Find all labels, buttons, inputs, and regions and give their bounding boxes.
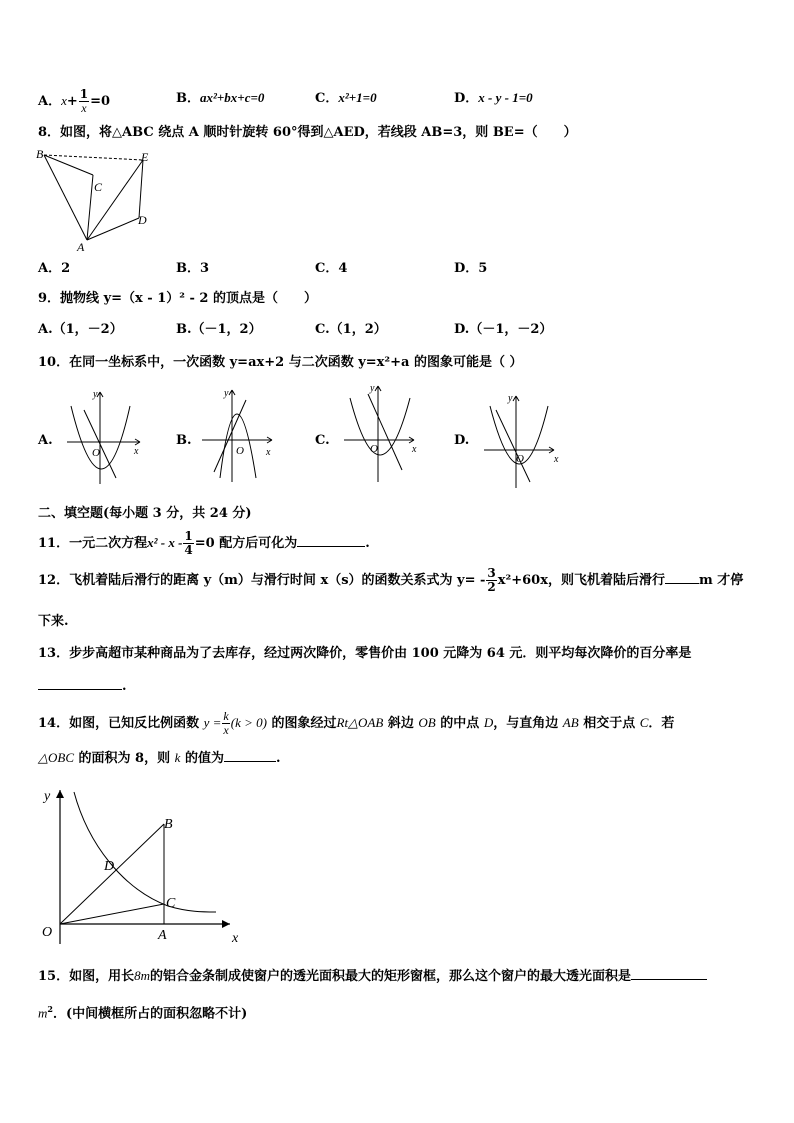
q11-expr: x² - x - bbox=[147, 535, 183, 550]
q7-option-c bbox=[315, 90, 377, 107]
q14-fig-b: B bbox=[164, 817, 173, 832]
q14-mid: 的图象经过 bbox=[271, 716, 337, 731]
q15-line2 bbox=[38, 1001, 247, 1022]
q8-line-ed bbox=[139, 160, 143, 218]
q11-post: =0 配方后可化为 bbox=[194, 536, 298, 551]
q14-fig-a: A bbox=[158, 928, 167, 943]
q10b-origin: O bbox=[236, 445, 244, 457]
q8-line-be bbox=[44, 155, 143, 160]
q15-unit: m bbox=[38, 1005, 48, 1021]
q11-den: 4 bbox=[184, 543, 193, 557]
q10-graph-a bbox=[62, 388, 152, 488]
q15-blank[interactable] bbox=[631, 979, 707, 980]
q7-a-den: x bbox=[81, 101, 87, 115]
q7-a-eq: =0 bbox=[90, 94, 111, 109]
q9-stem-expr: y=（x - 1）² - 2 bbox=[103, 291, 209, 306]
q7-b-label: B． bbox=[176, 91, 200, 106]
q7-c-label: C． bbox=[315, 91, 339, 106]
q11-blank[interactable] bbox=[297, 546, 365, 547]
q11-fraction bbox=[183, 530, 193, 557]
q7-d-expr: x - y - 1=0 bbox=[478, 90, 533, 105]
q13-line2 bbox=[38, 679, 127, 695]
q13-blank[interactable] bbox=[38, 689, 122, 690]
q7-option-a bbox=[38, 88, 110, 115]
q13-end: . bbox=[122, 679, 127, 694]
q14-mid5: 相交于点 bbox=[583, 716, 636, 731]
q14-mid2: 斜边 bbox=[387, 716, 414, 731]
q13-line1: 13．步步高超市某种商品为了去库存，经过两次降价，零售价由 100 元降为 64 元．则平均每次降价的百分率是 bbox=[38, 646, 692, 661]
q12-pre: 12．飞机着陆后滑行的距离 y（m）与滑行时间 x（s）的函数关系式为 y= - bbox=[38, 573, 486, 588]
q11 bbox=[38, 530, 370, 557]
q7-d-label: D． bbox=[454, 91, 479, 106]
q10-stem: 10．在同一坐标系中，一次函数 y=ax+2 与二次函数 y=x²+a 的图象可能是（ ） bbox=[38, 355, 523, 370]
q14-line-oc bbox=[60, 904, 164, 924]
q10c-line bbox=[368, 394, 402, 470]
q14-mid4: ，与直角边 bbox=[493, 716, 559, 731]
q15-note: ．(中间横框所占的面积忽略不计) bbox=[52, 1006, 248, 1022]
q8-line-ca bbox=[87, 175, 93, 240]
q10c-origin: O bbox=[370, 443, 378, 455]
q8-label-b: B bbox=[36, 147, 44, 161]
q7-c-expr: x²+1=0 bbox=[338, 90, 377, 105]
q8-option-c: C．4 bbox=[315, 261, 348, 276]
q14-fig-y: y bbox=[44, 789, 51, 804]
q14-mid3: 的中点 bbox=[440, 716, 480, 731]
q7-option-d bbox=[454, 90, 533, 107]
q10-graph-c bbox=[340, 382, 430, 482]
q15-post: 的铝合金条制成使窗户的透光面积最大的矩形窗框，那么这个窗户的最大透光面积是 bbox=[149, 969, 631, 984]
q10-option-d-label: D. bbox=[454, 433, 470, 448]
q10-graph-d bbox=[478, 392, 568, 492]
q11-num: 1 bbox=[184, 529, 193, 543]
q14-line-ob bbox=[60, 824, 164, 924]
q8-figure bbox=[35, 147, 155, 254]
q10b-y-label: y bbox=[224, 388, 229, 399]
q8-label-c: C bbox=[94, 180, 103, 194]
q10d-origin: O bbox=[516, 453, 524, 465]
q8-stem: 8．如图，将△ABC 绕点 A 顺时针旋转 60°得到△AED，若线段 AB=3，则 BE=（ ） bbox=[38, 125, 577, 140]
q14-c: C bbox=[639, 715, 649, 730]
q9-option-c: C.（1，2） bbox=[315, 322, 387, 337]
q8-line-bc bbox=[44, 155, 93, 175]
q12-unit: m 才停 bbox=[698, 573, 744, 588]
q12-line1 bbox=[38, 567, 743, 594]
q10-option-a-label: A. bbox=[38, 433, 53, 448]
q9-stem bbox=[38, 291, 317, 307]
q10d-x-label: x bbox=[554, 454, 559, 465]
q10b-x-label: x bbox=[266, 447, 271, 458]
q15-len: 8m bbox=[134, 968, 150, 983]
q14-den: x bbox=[223, 723, 229, 737]
q8-label-e: E bbox=[141, 150, 149, 164]
q7-a-fraction bbox=[79, 88, 89, 115]
q14-fig-c: C bbox=[166, 896, 176, 911]
q10a-y-label: y bbox=[93, 389, 98, 400]
q7-a-x: x bbox=[61, 93, 67, 108]
q14-line2-k: k bbox=[174, 750, 181, 765]
q14-line1 bbox=[38, 710, 674, 737]
q14-figure bbox=[38, 784, 258, 949]
q14-end1: ．若 bbox=[648, 716, 675, 731]
q10a-origin: O bbox=[92, 447, 100, 459]
q10a-x-label: x bbox=[134, 446, 139, 457]
q10c-x-label: x bbox=[412, 444, 417, 455]
q10-option-b-label: B. bbox=[176, 433, 192, 448]
q12-line2: 下来. bbox=[38, 614, 69, 629]
q8-option-a: A．2 bbox=[38, 261, 71, 276]
q14-ab: AB bbox=[562, 715, 579, 730]
q9-option-a: A.（1，－2） bbox=[38, 322, 123, 337]
q10-graph-b bbox=[198, 384, 288, 484]
q14-line2-a: 的面积为 8，则 bbox=[78, 751, 171, 766]
q7-a-label: A． bbox=[38, 94, 62, 109]
q10c-parabola bbox=[350, 398, 410, 455]
q8-label-d: D bbox=[138, 213, 147, 227]
q8-label-a: A bbox=[77, 240, 85, 254]
q12-fraction bbox=[486, 567, 496, 594]
q14-cond: (k > 0) bbox=[230, 715, 267, 730]
q10b-line bbox=[214, 400, 246, 472]
q8-line-ab bbox=[44, 155, 87, 240]
q14-hyperbola bbox=[74, 792, 216, 912]
q14-d: D bbox=[483, 715, 494, 730]
q14-fig-d: D bbox=[104, 859, 115, 874]
q14-x-arrow bbox=[222, 920, 230, 928]
q14-pre: 14．如图，已知反比例函数 bbox=[38, 716, 200, 731]
q15-unit-sup: 2 bbox=[47, 1004, 53, 1014]
q12-blank[interactable] bbox=[665, 583, 699, 584]
q12-mid: x²+60x，则飞机着陆后滑行 bbox=[497, 573, 665, 588]
q14-line2 bbox=[38, 750, 281, 767]
q11-pre: 11．一元二次方程 bbox=[38, 536, 148, 551]
q12-den: 2 bbox=[487, 580, 496, 594]
q10c-y-label: y bbox=[370, 383, 375, 394]
q10d-y-label: y bbox=[508, 393, 513, 404]
q10d-line bbox=[496, 410, 530, 482]
q7-option-b bbox=[176, 90, 264, 107]
q9-option-d: D.（－1，－2） bbox=[454, 322, 553, 337]
q12-num: 3 bbox=[487, 566, 496, 580]
q14-line2-tri: △OBC bbox=[38, 750, 74, 765]
q14-line2-end: . bbox=[275, 751, 281, 766]
q15-pre: 15．如图，用长 bbox=[38, 969, 135, 984]
q15-line1 bbox=[38, 968, 707, 985]
q14-y-eq: y = bbox=[203, 715, 222, 730]
q10-option-c-label: C. bbox=[315, 433, 330, 448]
q9-stem-post: 的顶点是（ ） bbox=[213, 291, 318, 306]
q14-line2-b: 的值为 bbox=[184, 751, 224, 766]
q9-stem-pre: 9．抛物线 bbox=[38, 291, 100, 306]
section-2-title: 二、填空题(每小题 3 分，共 24 分) bbox=[38, 506, 252, 521]
q14-y-arrow bbox=[56, 790, 64, 798]
q7-a-num: 1 bbox=[79, 87, 89, 101]
q14-blank[interactable] bbox=[224, 761, 276, 762]
q14-fig-o: O bbox=[42, 925, 53, 940]
q8-option-b: B．3 bbox=[176, 261, 210, 276]
q14-fig-x: x bbox=[232, 931, 239, 946]
q14-tri: Rt△OAB bbox=[336, 715, 384, 730]
q8-option-d: D．5 bbox=[454, 261, 488, 276]
q7-a-plus: + bbox=[66, 94, 78, 109]
q7-b-expr: ax²+bx+c=0 bbox=[200, 90, 265, 105]
q9-option-b: B.（－1，2） bbox=[176, 322, 262, 337]
q14-fraction bbox=[222, 710, 229, 737]
q14-num: k bbox=[223, 709, 229, 723]
q14-ob: OB bbox=[418, 715, 436, 730]
q11-end: . bbox=[365, 536, 370, 551]
